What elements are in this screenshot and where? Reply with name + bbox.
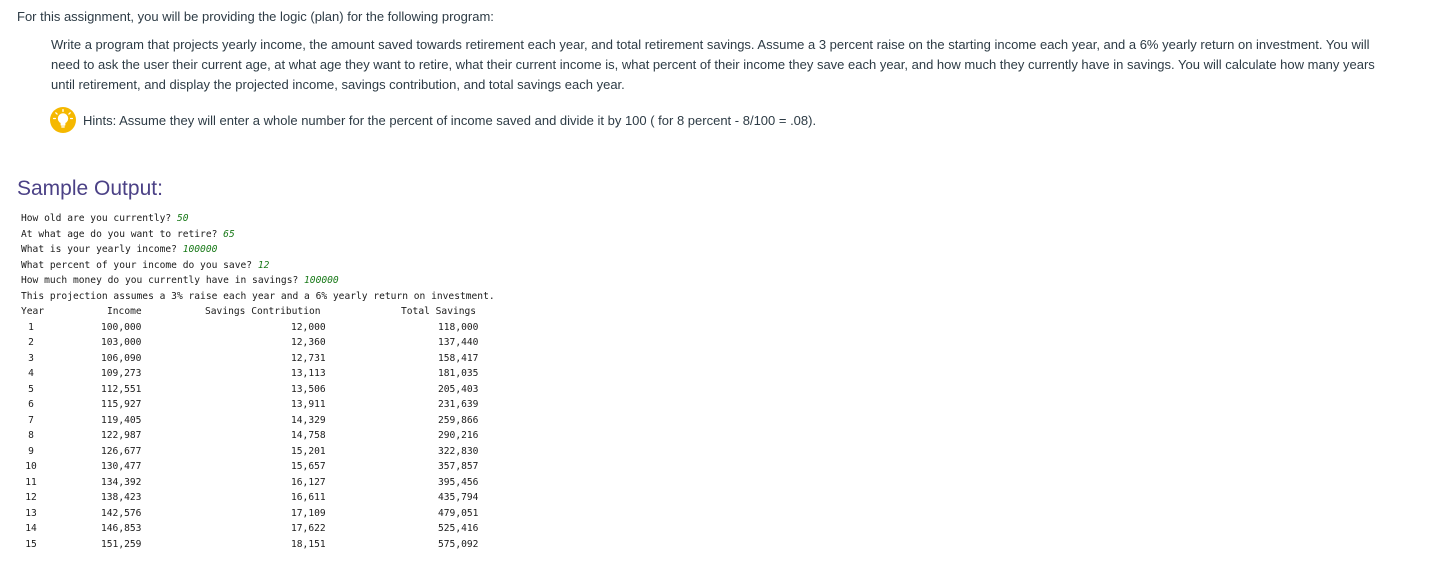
cell-contribution: 15,657 (291, 461, 326, 472)
prompt-question: At what age do you want to retire? (21, 228, 224, 240)
cell-income: 138,423 (101, 492, 142, 503)
cell-year: 1 (28, 321, 34, 333)
cell-total-savings: 158,417 (438, 352, 479, 364)
prompt-question: How old are you currently? (21, 213, 177, 224)
cell-income: 151,259 (101, 538, 142, 550)
cell-total-savings: 259,866 (438, 414, 479, 426)
cell-income: 134,392 (101, 476, 142, 488)
prompt-answer: 12 (257, 259, 270, 271)
cell-contribution: 18,151 (291, 538, 326, 550)
prompt-line (21, 227, 495, 243)
cell-year: 12 (25, 492, 37, 503)
cell-contribution: 17,622 (291, 523, 326, 534)
cell-contribution: 13,113 (291, 368, 326, 379)
assumption-line: This projection assumes a 3% raise each year and a 6% yearly return on investment. (21, 290, 495, 302)
cell-contribution: 12,731 (291, 352, 326, 364)
cell-total-savings: 290,216 (438, 430, 479, 441)
cell-year: 4 (28, 368, 34, 379)
cell-contribution: 13,911 (291, 399, 326, 410)
cell-total-savings: 357,857 (438, 461, 479, 472)
cell-contribution: 12,000 (291, 321, 326, 333)
cell-year: 7 (28, 414, 34, 426)
cell-income: 103,000 (101, 337, 142, 348)
cell-total-savings: 435,794 (438, 492, 479, 503)
cell-income: 119,405 (101, 414, 142, 426)
assignment-description (51, 35, 1401, 95)
cell-total-savings: 231,639 (438, 399, 479, 410)
cell-income: 106,090 (101, 352, 142, 364)
cell-total-savings: 205,403 (438, 383, 479, 395)
cell-year: 9 (28, 445, 34, 457)
cell-year: 14 (25, 523, 37, 534)
cell-total-savings: 479,051 (438, 507, 479, 519)
cell-contribution: 13,506 (291, 383, 326, 395)
header-contribution: Savings Contribution (205, 306, 321, 317)
cell-year: 13 (25, 507, 37, 519)
cell-year: 5 (28, 383, 34, 395)
console-prompts (21, 211, 495, 304)
cell-year: 11 (25, 476, 37, 488)
cell-total-savings: 322,830 (438, 445, 479, 457)
hint-text: Hints: Assume they will enter a whole number for the percent of income saved and divide it by 100 ( for 8 percent - 8/100 = .08). (83, 112, 817, 128)
prompt-answer: 50 (176, 213, 189, 224)
sample-output-heading: Sample Output: (17, 177, 163, 200)
intro-text: For this assignment, you will be providing the logic (plan) for the following program: (17, 9, 494, 24)
cell-contribution: 14,758 (291, 430, 326, 441)
prompt-question: What is your yearly income? (21, 244, 183, 255)
cell-contribution: 15,201 (291, 445, 326, 457)
cell-year: 10 (25, 461, 37, 472)
cell-income: 142,576 (101, 507, 142, 519)
cell-contribution: 16,127 (291, 476, 326, 488)
cell-total-savings: 525,416 (438, 523, 479, 534)
cell-income: 109,273 (101, 368, 142, 379)
cell-contribution: 12,360 (291, 337, 326, 348)
cell-contribution: 17,109 (291, 507, 326, 519)
assignment-paragraph: Write a program that projects yearly income, the amount saved towards retirement each year, and total retirement savings. Assume a 3 percent raise on the starting income each year, and a 6% yearly return on investment. You will need to ask the user their current age, at what age they want to retire, what their current income is, what percent of their income they save each year, and how much they currently have in savings. You will calculate how many years until retirement, and display the projected income, savings contribution, and total savings each year. (51, 37, 1375, 92)
cell-year: 15 (25, 538, 37, 550)
lightbulb-icon (49, 106, 77, 134)
cell-income: 122,987 (101, 430, 142, 441)
cell-income: 115,927 (101, 399, 142, 410)
hint-callout (49, 106, 816, 134)
cell-year: 8 (28, 430, 34, 441)
cell-total-savings: 181,035 (438, 368, 479, 379)
cell-total-savings: 137,440 (438, 337, 479, 348)
header-total-savings: Total Savings (401, 306, 477, 317)
cell-total-savings: 395,456 (438, 476, 479, 488)
prompt-question: What percent of your income do you save? (21, 259, 258, 271)
cell-year: 6 (28, 399, 34, 410)
prompt-line (21, 273, 495, 289)
cell-contribution: 16,611 (291, 492, 326, 503)
cell-total-savings: 575,092 (438, 538, 479, 550)
cell-income: 130,477 (101, 461, 142, 472)
cell-income: 112,551 (101, 383, 142, 395)
prompt-line (21, 242, 495, 258)
cell-year: 3 (28, 352, 34, 364)
prompt-answer: 65 (223, 228, 235, 240)
prompt-question: How much money do you currently have in savings? (21, 275, 305, 286)
cell-income: 126,677 (101, 445, 142, 457)
prompt-answer: 100000 (182, 244, 218, 255)
cell-contribution: 14,329 (291, 414, 326, 426)
cell-income: 146,853 (101, 523, 142, 534)
cell-total-savings: 118,000 (438, 321, 479, 333)
header-year: Year (21, 306, 45, 317)
prompt-line (21, 211, 495, 227)
cell-year: 2 (28, 337, 34, 348)
header-income: Income (107, 306, 142, 317)
prompt-answer: 100000 (304, 275, 339, 286)
cell-income: 100,000 (101, 321, 142, 333)
prompt-line (21, 258, 495, 274)
